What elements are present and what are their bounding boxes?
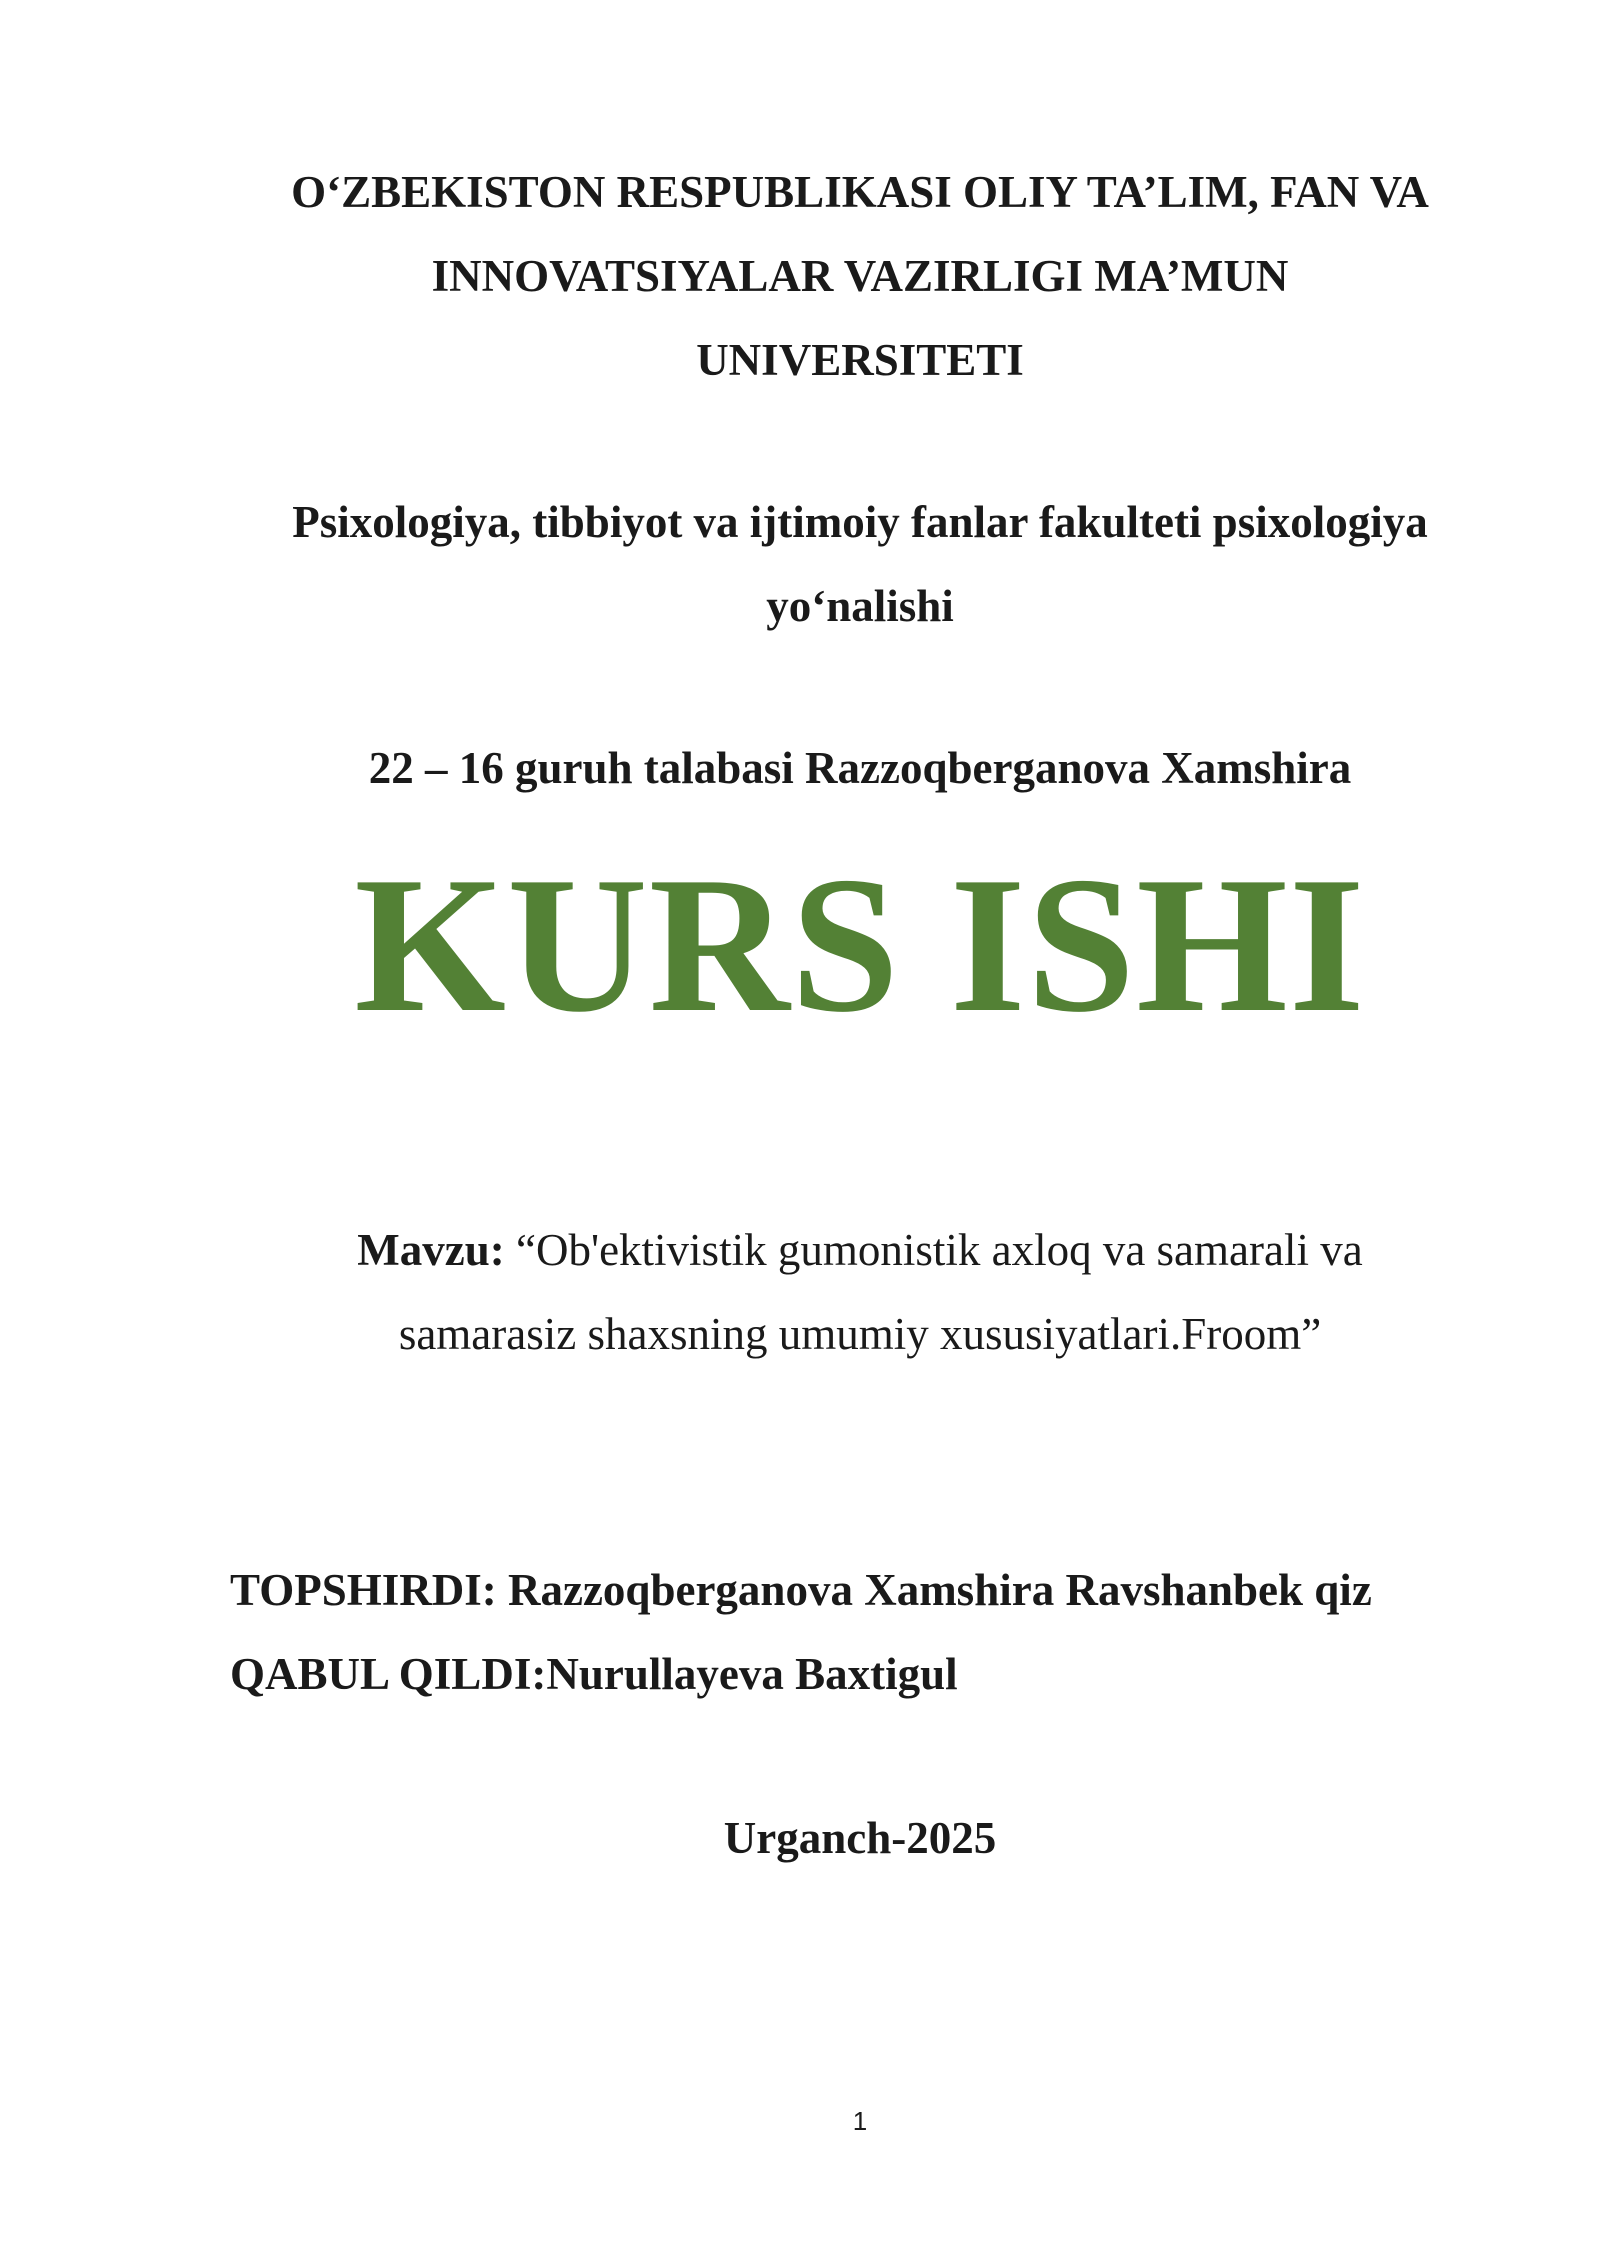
accepted-by: QABUL QILDI:Nurullayeva Baxtigul: [230, 1649, 958, 1699]
ministry-line-3: UNIVERSITETI: [696, 335, 1024, 385]
ministry-line-2: INNOVATSIYALAR VAZIRLIGI MA’MUN: [431, 251, 1289, 301]
topic-line-2: samarasiz shaxsning umumiy xususiyatlari.Froom”: [398, 1309, 1322, 1359]
faculty-heading: [228, 480, 1492, 648]
topic-text-1: “Ob'ektivistik gumonistik axloq va samarali va: [504, 1225, 1363, 1275]
ministry-line-1: O‘ZBEKISTON RESPUBLIKASI OLIY TA’LIM, FAN VA: [291, 167, 1429, 217]
topic-label: Mavzu:: [357, 1225, 505, 1275]
topic-line-1: [228, 1208, 1492, 1292]
submission-section: [230, 1548, 1372, 1716]
faculty-line-1: Psixologiya, tibbiyot va ijtimoiy fanlar fakulteti psixologiya: [292, 497, 1428, 547]
faculty-line-2: yo‘nalishi: [766, 581, 954, 631]
submitted-by: TOPSHIRDI: Razzoqberganova Xamshira Ravshanbek qiz: [230, 1565, 1372, 1615]
city-year: Urganch-2025: [723, 1813, 997, 1863]
topic-section: [228, 1208, 1492, 1376]
page-number: 1: [852, 2106, 868, 2136]
document-title: KURS ISHI: [354, 837, 1366, 1053]
ministry-heading: [228, 150, 1492, 402]
student-group-line: 22 – 16 guruh talabasi Razzoqberganova Xamshira: [368, 743, 1352, 793]
